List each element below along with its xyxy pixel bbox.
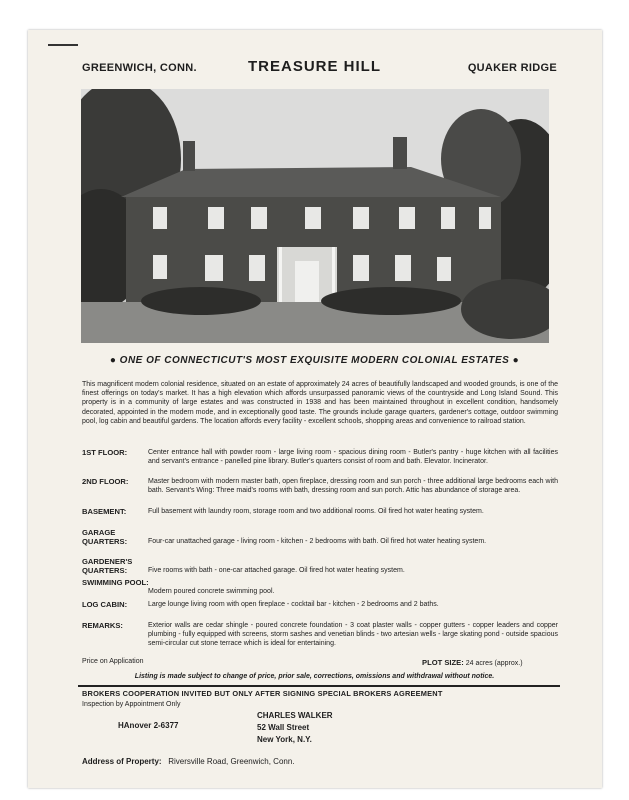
section-label: BASEMENT: [82, 507, 127, 516]
plot-size [422, 658, 523, 667]
pencil-mark [48, 44, 78, 46]
town-label: GREENWICH, CONN. [82, 62, 197, 74]
inspection-note: Inspection by Appointment Only [82, 701, 181, 708]
section-text: Large lounge living room with open fireplace - cocktail bar - kitchen - 2 bedrooms and 2 baths. [148, 601, 439, 608]
description-paragraph: This magnificent modern colonial residence, situated on an estate of approximately 24 acres of beautifully landscaped and wooded grounds, is one of the finest offerings on today's market. It has a high elevation which affords unsurpassed panoramic views of the countryside and Long Island Sound. This property is in a community of large estates and was constructed in 1938 and has been maintained throughout in excellent condition, handsomely decorated, appointed in the modern mode, and in exceptionally good taste. The grounds include garage quarters, gardener's cottage, outdoor swimming pool, log cabin and beautiful gardens. The location affords every facility - excellent schools, shopping areas and convenience to railroad station. [82, 381, 558, 425]
section-label: REMARKS: [82, 621, 123, 630]
section-text: Exterior walls are cedar shingle - poured concrete foundation - 3 coat plaster walls - copper gutters - copper leaders and copper plumbing - fully equipped with screens, storm sashes and venetian blinds - two artesian wells - large skating pond - outside spacious semi-circular cut stone terrace which is ideal for entertaining. [148, 622, 558, 648]
property-title: TREASURE HILL [248, 58, 381, 75]
section-label: SWIMMING POOL: [82, 578, 149, 587]
phone-number: HAnover 2-6377 [118, 721, 179, 730]
section-label: GARDENER'S QUARTERS: [82, 557, 133, 576]
section-label: GARAGE QUARTERS: [82, 528, 128, 547]
section-text: Modern poured concrete swimming pool. [148, 588, 275, 595]
section-text: Four-car unattached garage - living room - kitchen - 2 bedrooms with bath. Oil fired hot water heating system. [148, 538, 487, 545]
section-text: Center entrance hall with powder room - large living room - spacious dining room - Butler's pantry - huge kitchen with all facilities and servant's entrance - panelled pine library. Butler's quarters consist of room and bath. Elevator. Incinerator. [148, 449, 558, 466]
section-label: 1ST FLOOR: [82, 448, 128, 457]
area-label: QUAKER RIDGE [467, 62, 557, 74]
plot-size-label: PLOT SIZE: [422, 658, 464, 667]
divider [78, 685, 560, 687]
section-label: LOG CABIN: [82, 600, 128, 609]
brokers-notice: BROKERS COOPERATION INVITED BUT ONLY AFTER SIGNING SPECIAL BROKERS AGREEMENT [82, 689, 443, 698]
agent-block [257, 710, 333, 746]
section-text: Full basement with laundry room, storage room and two additional rooms. Oil fired hot water heating system. [148, 508, 484, 515]
agent-street: 52 Wall Street [257, 723, 310, 732]
agent-name: CHARLES WALKER [257, 711, 333, 720]
plot-size-value: 24 acres (approx.) [465, 660, 523, 667]
address-label: Address of Property: [82, 757, 162, 766]
listing-disclaimer: Listing is made subject to change of price, prior sale, corrections, omissions and withdrawal without notice. [134, 673, 495, 680]
section-text: Master bedroom with modern master bath, open fireplace, dressing room and sun porch - three additional large bedrooms each with bath. Servant's Wing: Three maid's rooms with bath, dressing room and sun porch. Attic has abundance of storage area. [148, 478, 558, 495]
price-note: Price on Application [82, 658, 144, 665]
tagline: ● ONE OF CONNECTICUT'S MOST EXQUISITE MODERN COLONIAL ESTATES ● [109, 355, 520, 366]
section-label: 2ND FLOOR: [82, 477, 129, 486]
section-text: Five rooms with bath - one-car attached garage. Oil fired hot water heating system. [148, 567, 405, 574]
agent-city: New York, N.Y. [257, 735, 312, 744]
property-address [82, 757, 295, 766]
house-photo [81, 89, 549, 343]
address-value: Riversville Road, Greenwich, Conn. [168, 757, 295, 766]
